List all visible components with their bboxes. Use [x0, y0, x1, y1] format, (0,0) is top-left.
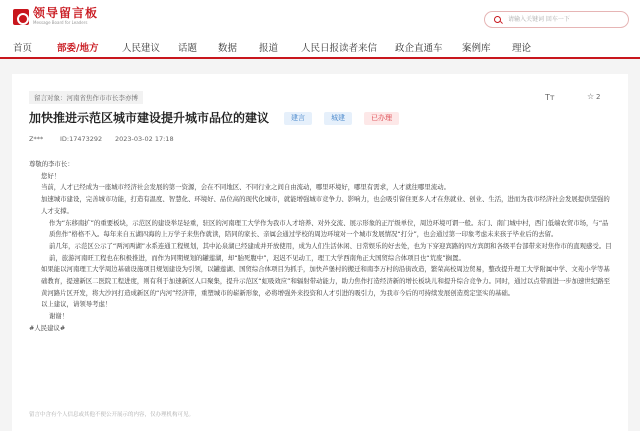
nav-item-people-suggestions[interactable]: 人民建议	[122, 43, 161, 54]
status-badge: 已办理	[364, 112, 399, 125]
message-time: 2023-03-02 17:18	[115, 135, 174, 143]
hashtag[interactable]: #人民建议#	[29, 323, 66, 332]
nav-item-enterprise-channel[interactable]: 政企直通车	[395, 43, 443, 54]
message-title: 加快推进示范区城市建设提升城市品位的建议	[29, 111, 270, 125]
body-paragraph: 当前，人才已经成为一座城市经济社会发展的第一资源，会在不同地区、不同行业之间自由流动，哪里环境好，哪里有需求，人才就往哪里流动。	[41, 183, 450, 192]
nav-item-theory[interactable]: 理论	[512, 43, 532, 54]
body-paragraph: 前几年，示范区公示了“两河两湖”水系连通工程规划，其中沁泉湖已经建成并开放使用，成为人们生活休闲、日常娱乐的好去处，也为下穿迎宾路的四方宾朗和各级平台部带来对焦作市的直观感受。目前，旅游河南旺工程也在积极推进，而作为同期规划的罐莲湖，却“胎死腹中”，迟迟不见动工，理工大学西南角正大国贸综合体项目也“荒废”搁置。	[49, 241, 612, 262]
closing-line: 以上建议，请领导考虑！	[41, 300, 112, 309]
logo-subtitle: Message Board for Leaders	[33, 20, 88, 25]
star-count: 2	[596, 93, 601, 101]
nav-item-topics[interactable]: 话题	[178, 43, 198, 54]
message-recipient: 留言对象：河南省焦作市市长李亦博	[29, 91, 143, 104]
main-nav	[0, 37, 640, 59]
tag-urban-construction[interactable]: 城建	[324, 112, 352, 125]
font-size-icon[interactable]: Tт	[545, 93, 555, 102]
search-icon[interactable]	[494, 16, 501, 23]
body-paragraph: 如果能以河南理工大学周边基础设施项目规划建设为引领，以罐莲湖、国贸综合体项目为抓手，加快芦堡村的搬迁和南李万村的沿街改造，繁荣高校周边贸易，整改提升理工大学附属中学、文苑小学等基础教育，提速新区二医院工程进度，则有利于加速新区人口聚集，提升示范区“虹吸效应”和辐射带动能力，助力焦作打造经济新的增长板块儿和提升综合竞争力。同时，通过以点带面进一步加速世纪路至黄河路片区开发，将大沙河打造成新区的“内河”经济带，重塑城市的崭新形象，必将增强外来投资和人才引进的吸引力，为我市今后的可持续发展创造奠定坚实的基础。	[41, 265, 610, 297]
greeting: 您好！	[41, 171, 61, 180]
nav-item-case-library[interactable]: 案例库	[462, 43, 491, 54]
message-id: ID:17473292	[60, 135, 103, 143]
nav-item-home[interactable]: 首页	[13, 43, 33, 54]
search-box[interactable]	[484, 11, 629, 28]
nav-item-reports[interactable]: 报道	[259, 43, 279, 54]
logo-mark-icon	[13, 9, 29, 25]
message-body	[29, 159, 614, 335]
author: Z***	[29, 135, 44, 143]
salutation: 尊敬的李市长：	[29, 160, 74, 168]
privacy-disclaimer: 留言中含有个人信息或其他不便公开展示的内容，仅办理机构可见。	[29, 412, 195, 418]
nav-item-data[interactable]: 数据	[218, 43, 238, 54]
star-icon[interactable]: ☆	[587, 92, 595, 101]
message-card	[12, 74, 628, 431]
search-input[interactable]	[508, 13, 618, 26]
nav-item-ministries-local[interactable]: 部委/地方	[57, 43, 99, 54]
logo[interactable]	[13, 7, 98, 26]
logo-title: 领导留言板	[33, 6, 99, 20]
nav-item-reader-letters[interactable]: 人民日报读者来信	[301, 43, 378, 54]
body-paragraph: 作为“东移南扩”的重要板块，示范区的建设举足轻重，驻区的河南理工大学作为我市人才培养、对外交流、展示形象的正厅级单位，周边环境可谓一般。东门、南门城中村，西门低端农贸市场，与“品质焦作”格格不入。每年来自五湖四海的上万学子来焦作就读，陪同的家长、亲属会通过学校的周边环境对一个城市发展情况“打分”，也会通过第一印象考虑未来孩子毕业后的去留。	[49, 218, 609, 239]
body-paragraph: 加速城市建设，完善城市功能，打造有温度、智慧化、环境好、品位高的现代化城市，就能增强城市竞争力、影响力，也会吸引留住更多人才在焦就业、创业、生活，进而为我市经济社会发展提供坚强的人才支撑。	[41, 195, 610, 215]
tag-suggestion[interactable]: 建言	[284, 112, 312, 125]
thanks-line: 谢谢！	[49, 312, 69, 321]
site-header	[0, 0, 640, 37]
